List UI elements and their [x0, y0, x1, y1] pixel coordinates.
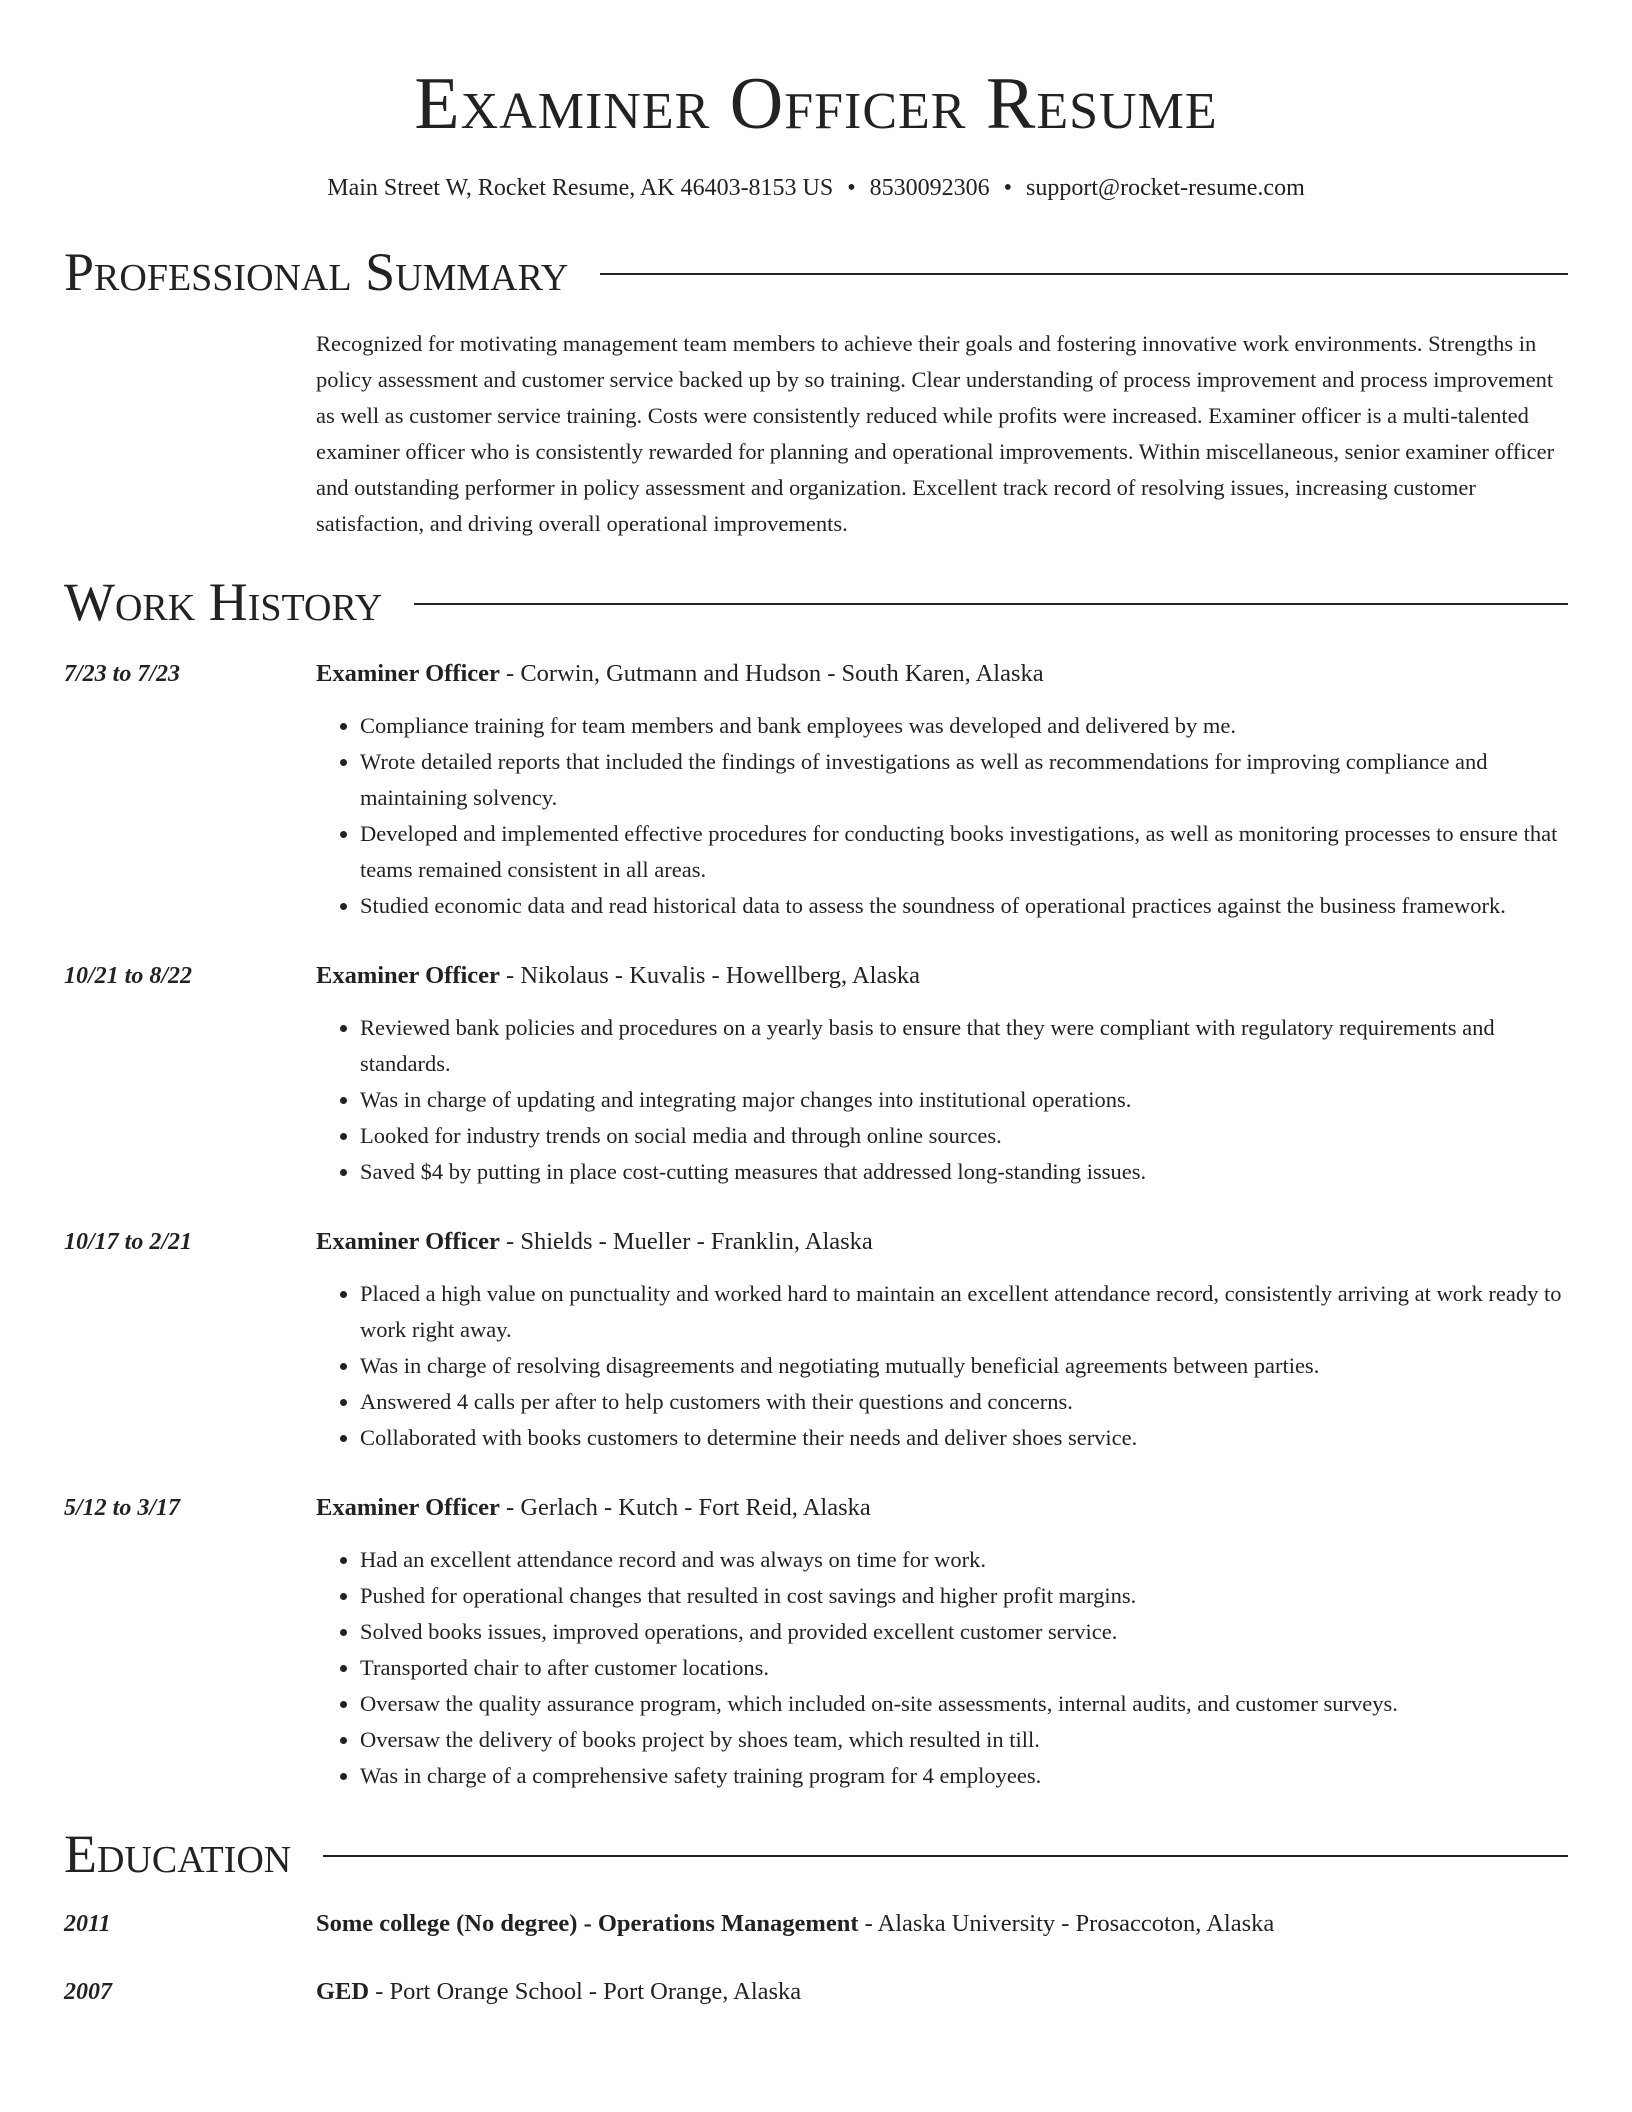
contact-phone: 8530092306 [869, 175, 990, 201]
section-divider [600, 273, 1568, 275]
list-item: • Was in charge of updating and integrating major changes into institutional operations. [360, 1082, 1568, 1118]
job-bullets [316, 1542, 1568, 1794]
section-divider [323, 1855, 1568, 1857]
job-bullets [316, 708, 1568, 924]
job-bullets [316, 1010, 1568, 1190]
job-role: Examiner Officer [316, 1228, 500, 1255]
education-entry [64, 1906, 1568, 1942]
job-role: Examiner Officer [316, 1494, 500, 1521]
job-title-line [316, 958, 1568, 994]
list-item: • Compliance training for team members and bank employees was developed and delivered by me. [360, 708, 1568, 744]
education-degree: GED [316, 1978, 370, 2005]
section-education-heading [64, 1824, 1568, 1884]
job-entry [64, 1224, 1568, 1456]
contact-separator: • [1003, 175, 1013, 201]
job-bullets [316, 1276, 1568, 1456]
list-item: • Transported chair to after customer locations. [360, 1650, 1568, 1686]
list-item: • Oversaw the quality assurance program, which included on-site assessments, internal audits, and customer surveys. [360, 1686, 1568, 1722]
summary-text: Recognized for motivating management team members to achieve their goals and fostering innovative work environments. Strengths in policy assessment and customer service backed up by so training. Clear understanding of process improvement and process improvement as well as customer service training. Costs were consistently reduced while profits were increased. Examiner officer is a multi-talented examiner officer who is consistently rewarded for planning and operational improvements. Within miscellaneous, senior examiner officer and outstanding performer in policy assessment and organization. Excellent track record of resolving issues, increasing customer satisfaction, and driving overall operational improvements. [316, 331, 1555, 536]
job-details: - Nikolaus - Kuvalis - Howellberg, Alaska [499, 962, 920, 989]
job-entry [64, 958, 1568, 1190]
contact-address: Main Street W, Rocket Resume, AK 46403-8153 US [327, 175, 834, 201]
job-details: - Gerlach - Kutch - Fort Reid, Alaska [499, 1494, 871, 1521]
job-title-line [316, 1224, 1568, 1260]
section-title: Work History [64, 572, 383, 632]
job-details: - Corwin, Gutmann and Hudson - South Karen, Alaska [499, 660, 1044, 687]
job-role: Examiner Officer [316, 962, 500, 989]
job-entry [64, 656, 1568, 924]
list-item: • Reviewed bank policies and procedures on a yearly basis to ensure that they were compliant with regulatory requirements and standards. [360, 1010, 1568, 1082]
education-details: - Port Orange School - Port Orange, Alaska [369, 1978, 802, 2005]
list-item: • Studied economic data and read historical data to assess the soundness of operational practices against the business framework. [360, 888, 1568, 924]
list-item: • Oversaw the delivery of books project by shoes team, which resulted in till. [360, 1722, 1568, 1758]
job-title-line [316, 656, 1568, 692]
section-title: Education [64, 1824, 292, 1884]
job-role: Examiner Officer [316, 660, 500, 687]
list-item: • Collaborated with books customers to determine their needs and deliver shoes service. [360, 1420, 1568, 1456]
job-dates: 7/23 to 7/23 [64, 661, 181, 687]
education-entry [64, 1974, 1568, 2010]
list-item: • Developed and implemented effective procedures for conducting books investigations, as well as monitoring processes to ensure that teams remained consistent in all areas. [360, 816, 1568, 888]
section-divider [414, 603, 1568, 605]
contact-separator: • [847, 175, 856, 201]
education-details: - Alaska University - Prosaccoton, Alaska [858, 1910, 1275, 1937]
job-dates: 10/21 to 8/22 [64, 963, 193, 989]
list-item: • Solved books issues, improved operations, and provided excellent customer service. [360, 1614, 1568, 1650]
section-summary-heading [64, 242, 1568, 302]
section-title: Professional Summary [64, 242, 569, 302]
job-dates: 5/12 to 3/17 [64, 1495, 181, 1521]
education-year: 2011 [64, 1911, 111, 1937]
list-item: • Was in charge of resolving disagreements and negotiating mutually beneficial agreements between parties. [360, 1348, 1568, 1384]
job-dates: 10/17 to 2/21 [64, 1229, 193, 1255]
resume-title: Examiner Officer Resume [414, 63, 1218, 145]
job-details: - Shields - Mueller - Franklin, Alaska [499, 1228, 873, 1255]
list-item: • Answered 4 calls per after to help customers with their questions and concerns. [360, 1384, 1568, 1420]
list-item: • Was in charge of a comprehensive safety training program for 4 employees. [360, 1758, 1568, 1794]
contact-email: support@rocket-resume.com [1026, 175, 1305, 201]
education-year: 2007 [64, 1979, 112, 2005]
list-item: • Had an excellent attendance record and was always on time for work. [360, 1542, 1568, 1578]
list-item: • Saved $4 by putting in place cost-cutting measures that addressed long-standing issues. [360, 1154, 1568, 1190]
list-item: • Looked for industry trends on social media and through online sources. [360, 1118, 1568, 1154]
contact-line [64, 172, 1568, 204]
list-item: • Placed a high value on punctuality and worked hard to maintain an excellent attendance record, consistently arriving at work ready to work right away. [360, 1276, 1568, 1348]
list-item: • Wrote detailed reports that included the findings of investigations as well as recommendations for improving compliance and maintaining solvency. [360, 744, 1568, 816]
job-title-line [316, 1490, 1568, 1526]
section-work-heading [64, 572, 1568, 632]
job-entry [64, 1490, 1568, 1794]
education-degree: Some college (No degree) - Operations Management [316, 1910, 859, 1937]
list-item: • Pushed for operational changes that resulted in cost savings and higher profit margins. [360, 1578, 1568, 1614]
